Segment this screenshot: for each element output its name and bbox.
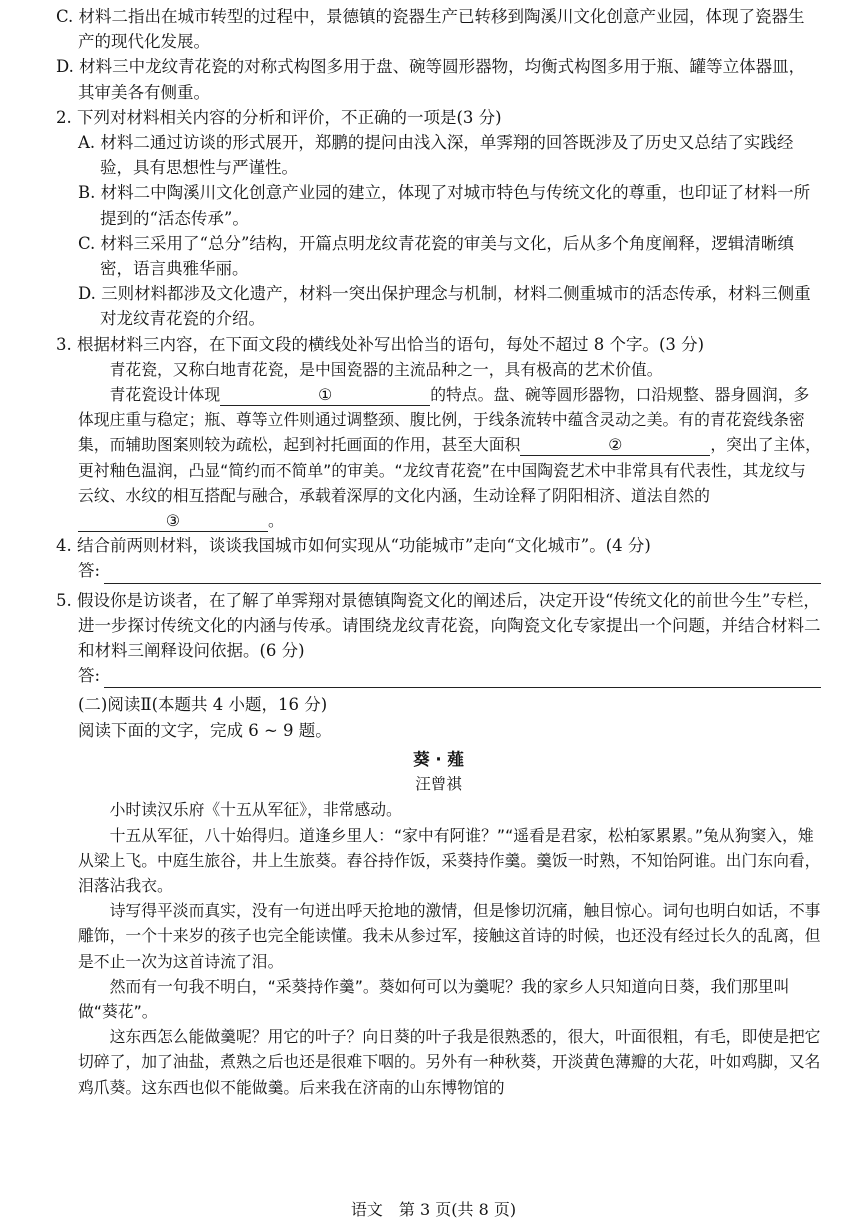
blank-3[interactable]: ③	[78, 511, 268, 532]
q5-stem: 5. 假设你是访谈者，在了解了单霁翔对景德镇陶瓷文化的阐述后，决定开设“传统文化的前世今生”专栏，进一步探讨传统文化的内涵与传承。请围绕龙纹青花瓷，向陶瓷文化专家提出一个问题，并结合材料二和材料三阐释设问依据。(6 分)	[56, 590, 821, 661]
q4-stem: 4. 结合前两则材料，谈谈我国城市如何实现从“功能城市”走向“文化城市”。(4 分)	[56, 536, 651, 556]
q2-stem: 2. 下列对材料相关内容的分析和评价，不正确的一项是(3 分)	[56, 107, 502, 127]
q4-answer-line[interactable]	[104, 563, 821, 584]
article-paragraph: 这东西怎么能做羹呢？用它的叶子？向日葵的叶子我是很熟悉的，很大，叶面很粗，有毛，即使是把它切碎了，加了油盐，煮熟之后也还是很难下咽的。另外有一种秋葵，开淡黄色薄瓣的大花，叶如鸡脚，又名鸡爪葵。这东西也似不能做羹。后来我在济南的山东博物馆的	[78, 1027, 821, 1097]
q5-answer-line[interactable]	[104, 667, 821, 688]
q4-answer-label: 答:	[78, 561, 101, 581]
article-author: 汪曾祺	[415, 775, 462, 794]
q1-option-c: C. 材料二指出在城市转型的过程中，景德镇的瓷器生产已转移到陶溪川文化创意产业园，体现了瓷器生产的现代化发展。	[56, 7, 805, 52]
q2-option-a: A. 材料二通过访谈的形式展开，郑鹏的提问由浅入深，单霁翔的回答既涉及了历史又总结了实践经验，具有思想性与严谨性。	[78, 133, 794, 178]
reading-2-heading: (二)阅读Ⅱ(本题共 4 小题，16 分)	[78, 695, 328, 715]
q2-option-d: D. 三则材料都涉及文化遗产，材料一突出保护理念与机制，材料二侧重城市的活态传承，材料三侧重对龙纹青花瓷的介绍。	[78, 284, 811, 329]
page-footer: 语文 第 3 页(共 8 页)	[350, 1200, 517, 1219]
q1-option-d: D. 材料三中龙纹青花瓷的对称式构图多用于盘、碗等圆形器物，均衡式构图多用于瓶、罐等立体器皿，其审美各有侧重。	[56, 57, 806, 102]
article-paragraph: 然而有一句我不明白，“采葵持作羹”。葵如何可以为羹呢？我的家乡人只知道向日葵，我们那里叫做“葵花”。	[78, 976, 790, 1021]
article-body	[78, 797, 821, 1099]
reading-2-instruction: 阅读下面的文字，完成 6 ~ 9 题。	[78, 720, 332, 740]
q4-answer[interactable]	[78, 558, 821, 583]
q5-answer[interactable]	[78, 663, 821, 688]
article-paragraph: 十五从军征，八十始得归。道逢乡里人：“家中有阿谁？”“遥看是君家，松柏冢累累。”兔从狗窦入，雉从梁上飞。中庭生旅谷，井上生旅葵。舂谷持作饭，采葵持作羹。羹饭一时熟，不知饴阿谁。出门东向看，泪落沾我衣。	[78, 825, 821, 895]
q5-answer-label: 答:	[78, 666, 101, 686]
q3-stem: 3. 根据材料三内容，在下面文段的横线处补写出恰当的语句，每处不超过 8 个字。(3 分)	[56, 334, 705, 354]
q3-paragraph-1: 青花瓷，又称白地青花瓷，是中国瓷器的主流品种之一，具有极高的艺术价值。	[109, 359, 663, 379]
blank-1[interactable]: ①	[220, 385, 430, 406]
q3-paragraph-2: 青花瓷设计体现 ① 的特点。盘、碗等圆形器物，口沿规整、器身圆润，多体现庄重与稳定；瓶、尊等立件则通过调整颈、腹比例，于线条流转中蕴含灵动之美。有的青花瓷线条密集，而辅助图案则较为疏松，起到衬托画面的作用，甚至大面积 ② ，突出了主体，更衬釉色温润，凸显“简约而不简单”的审美。“龙纹青花瓷”在中国陶瓷艺术中非常具有代表性，其龙纹与云纹、水纹的相互搭配与融合，承载着深厚的文化内涵，生动诠释了阴阳相济、道法自然的③ 。	[78, 385, 821, 531]
article-title: 葵 · 薤	[413, 749, 464, 769]
article-paragraph: 小时读汉乐府《十五从军征》，非常感动。	[109, 800, 402, 820]
article-paragraph: 诗写得平淡而真实，没有一句迸出呼天抢地的激情，但是惨切沉痛，触目惊心。词句也明白如话，不事雕饰，一个十来岁的孩子也完全能读懂。我未从参过军，接触这首诗的时候，也还没有经过长久的乱离，但是不止一次为这首诗流了泪。	[78, 901, 821, 971]
q3-passage	[78, 357, 821, 533]
q2-option-c: C. 材料三采用了“总分”结构，开篇点明龙纹青花瓷的审美与文化，后从多个角度阐释，逻辑清晰缜密，语言典雅华丽。	[78, 233, 794, 279]
q2-option-b: B. 材料二中陶溪川文化创意产业园的建立，体现了对城市特色与传统文化的尊重，也印证了材料一所提到的“活态传承”。	[78, 183, 811, 228]
blank-2[interactable]: ②	[520, 435, 710, 456]
